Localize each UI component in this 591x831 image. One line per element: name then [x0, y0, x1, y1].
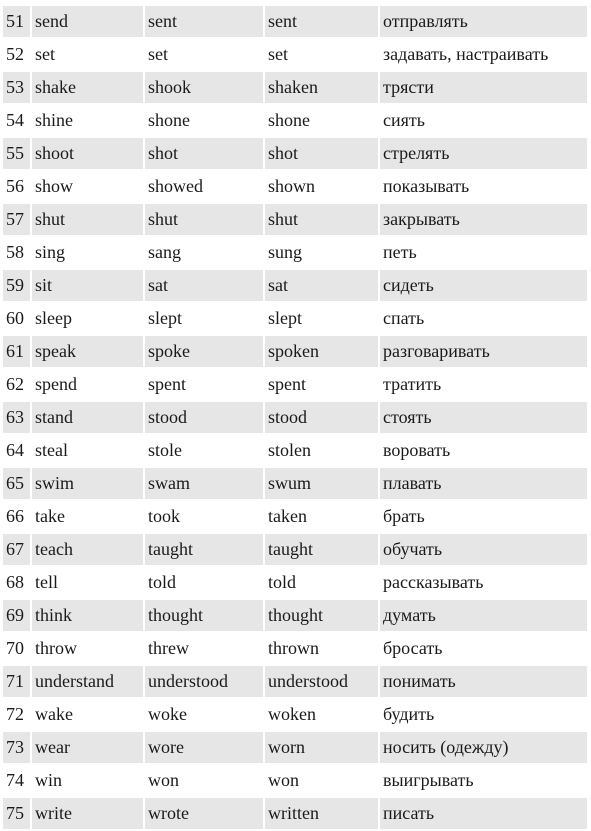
translation-cell: спать — [380, 303, 587, 334]
base-form-cell: shoot — [32, 138, 143, 169]
row-number-cell: 68 — [3, 567, 30, 598]
base-form-cell: take — [32, 501, 143, 532]
base-form-cell: shake — [32, 72, 143, 103]
row-number-cell: 60 — [3, 303, 30, 334]
base-form-cell: sing — [32, 237, 143, 268]
row-number-cell: 58 — [3, 237, 30, 268]
translation-cell: показывать — [380, 171, 587, 202]
past-participle-cell: told — [265, 567, 378, 598]
past-simple-cell: swam — [145, 468, 263, 499]
past-participle-cell: spent — [265, 369, 378, 400]
past-participle-cell: taken — [265, 501, 378, 532]
base-form-cell: think — [32, 600, 143, 631]
past-participle-cell: worn — [265, 732, 378, 763]
past-participle-cell: shot — [265, 138, 378, 169]
table-row — [3, 204, 587, 235]
table-row — [3, 501, 587, 532]
past-simple-cell: spoke — [145, 336, 263, 367]
translation-cell: носить (одежду) — [380, 732, 587, 763]
past-simple-cell: shone — [145, 105, 263, 136]
base-form-cell: tell — [32, 567, 143, 598]
translation-cell: закрывать — [380, 204, 587, 235]
translation-cell: рассказывать — [380, 567, 587, 598]
past-participle-cell: stolen — [265, 435, 378, 466]
past-participle-cell: sat — [265, 270, 378, 301]
past-participle-cell: taught — [265, 534, 378, 565]
past-simple-cell: thought — [145, 600, 263, 631]
past-simple-cell: wore — [145, 732, 263, 763]
table-row — [3, 105, 587, 136]
past-participle-cell: understood — [265, 666, 378, 697]
translation-cell: разговаривать — [380, 336, 587, 367]
base-form-cell: show — [32, 171, 143, 202]
past-simple-cell: slept — [145, 303, 263, 334]
past-participle-cell: thought — [265, 600, 378, 631]
table-row — [3, 237, 587, 268]
past-simple-cell: threw — [145, 633, 263, 664]
base-form-cell: understand — [32, 666, 143, 697]
past-participle-cell: set — [265, 39, 378, 70]
base-form-cell: sit — [32, 270, 143, 301]
base-form-cell: spend — [32, 369, 143, 400]
table-row — [3, 534, 587, 565]
past-simple-cell: wrote — [145, 798, 263, 829]
table-row — [3, 468, 587, 499]
base-form-cell: sleep — [32, 303, 143, 334]
translation-cell: стоять — [380, 402, 587, 433]
table-row — [3, 6, 587, 37]
past-participle-cell: woken — [265, 699, 378, 730]
past-participle-cell: shut — [265, 204, 378, 235]
table-row — [3, 336, 587, 367]
past-simple-cell: shot — [145, 138, 263, 169]
row-number-cell: 53 — [3, 72, 30, 103]
row-number-cell: 59 — [3, 270, 30, 301]
base-form-cell: write — [32, 798, 143, 829]
translation-cell: сиять — [380, 105, 587, 136]
past-simple-cell: woke — [145, 699, 263, 730]
table-row — [3, 303, 587, 334]
base-form-cell: win — [32, 765, 143, 796]
row-number-cell: 57 — [3, 204, 30, 235]
past-simple-cell: won — [145, 765, 263, 796]
translation-cell: думать — [380, 600, 587, 631]
past-simple-cell: stood — [145, 402, 263, 433]
table-row — [3, 369, 587, 400]
past-simple-cell: set — [145, 39, 263, 70]
row-number-cell: 65 — [3, 468, 30, 499]
past-participle-cell: stood — [265, 402, 378, 433]
translation-cell: тратить — [380, 369, 587, 400]
translation-cell: петь — [380, 237, 587, 268]
table-row — [3, 765, 587, 796]
past-participle-cell: written — [265, 798, 378, 829]
past-simple-cell: sent — [145, 6, 263, 37]
irregular-verbs-table — [1, 4, 589, 831]
base-form-cell: shine — [32, 105, 143, 136]
table-row — [3, 600, 587, 631]
base-form-cell: wear — [32, 732, 143, 763]
table-row — [3, 633, 587, 664]
table-row — [3, 270, 587, 301]
translation-cell: воровать — [380, 435, 587, 466]
base-form-cell: throw — [32, 633, 143, 664]
translation-cell: сидеть — [380, 270, 587, 301]
table-row — [3, 39, 587, 70]
past-simple-cell: shut — [145, 204, 263, 235]
row-number-cell: 61 — [3, 336, 30, 367]
past-simple-cell: took — [145, 501, 263, 532]
row-number-cell: 56 — [3, 171, 30, 202]
base-form-cell: wake — [32, 699, 143, 730]
translation-cell: понимать — [380, 666, 587, 697]
table-row — [3, 798, 587, 829]
past-simple-cell: understood — [145, 666, 263, 697]
table-row — [3, 699, 587, 730]
row-number-cell: 66 — [3, 501, 30, 532]
row-number-cell: 75 — [3, 798, 30, 829]
base-form-cell: teach — [32, 534, 143, 565]
table-row — [3, 666, 587, 697]
base-form-cell: swim — [32, 468, 143, 499]
past-participle-cell: thrown — [265, 633, 378, 664]
translation-cell: стрелять — [380, 138, 587, 169]
past-participle-cell: sung — [265, 237, 378, 268]
table-row — [3, 138, 587, 169]
past-simple-cell: spent — [145, 369, 263, 400]
row-number-cell: 54 — [3, 105, 30, 136]
table-row — [3, 72, 587, 103]
past-simple-cell: sang — [145, 237, 263, 268]
row-number-cell: 69 — [3, 600, 30, 631]
past-participle-cell: shaken — [265, 72, 378, 103]
table-row — [3, 435, 587, 466]
row-number-cell: 64 — [3, 435, 30, 466]
translation-cell: отправлять — [380, 6, 587, 37]
past-simple-cell: stole — [145, 435, 263, 466]
translation-cell: бросать — [380, 633, 587, 664]
base-form-cell: shut — [32, 204, 143, 235]
translation-cell: выигрывать — [380, 765, 587, 796]
row-number-cell: 72 — [3, 699, 30, 730]
past-simple-cell: sat — [145, 270, 263, 301]
row-number-cell: 63 — [3, 402, 30, 433]
base-form-cell: stand — [32, 402, 143, 433]
row-number-cell: 67 — [3, 534, 30, 565]
verb-rows — [3, 6, 587, 829]
past-simple-cell: taught — [145, 534, 263, 565]
past-simple-cell: told — [145, 567, 263, 598]
past-simple-cell: shook — [145, 72, 263, 103]
table-row — [3, 171, 587, 202]
translation-cell: плавать — [380, 468, 587, 499]
row-number-cell: 51 — [3, 6, 30, 37]
translation-cell: будить — [380, 699, 587, 730]
translation-cell: брать — [380, 501, 587, 532]
table-row — [3, 402, 587, 433]
past-simple-cell: showed — [145, 171, 263, 202]
base-form-cell: set — [32, 39, 143, 70]
translation-cell: обучать — [380, 534, 587, 565]
past-participle-cell: sent — [265, 6, 378, 37]
base-form-cell: send — [32, 6, 143, 37]
base-form-cell: speak — [32, 336, 143, 367]
table-row — [3, 732, 587, 763]
row-number-cell: 62 — [3, 369, 30, 400]
past-participle-cell: shone — [265, 105, 378, 136]
past-participle-cell: slept — [265, 303, 378, 334]
row-number-cell: 70 — [3, 633, 30, 664]
row-number-cell: 73 — [3, 732, 30, 763]
past-participle-cell: won — [265, 765, 378, 796]
past-participle-cell: swum — [265, 468, 378, 499]
row-number-cell: 55 — [3, 138, 30, 169]
row-number-cell: 71 — [3, 666, 30, 697]
row-number-cell: 74 — [3, 765, 30, 796]
base-form-cell: steal — [32, 435, 143, 466]
table-row — [3, 567, 587, 598]
translation-cell: писать — [380, 798, 587, 829]
past-participle-cell: shown — [265, 171, 378, 202]
translation-cell: трясти — [380, 72, 587, 103]
past-participle-cell: spoken — [265, 336, 378, 367]
row-number-cell: 52 — [3, 39, 30, 70]
translation-cell: задавать, настраивать — [380, 39, 587, 70]
